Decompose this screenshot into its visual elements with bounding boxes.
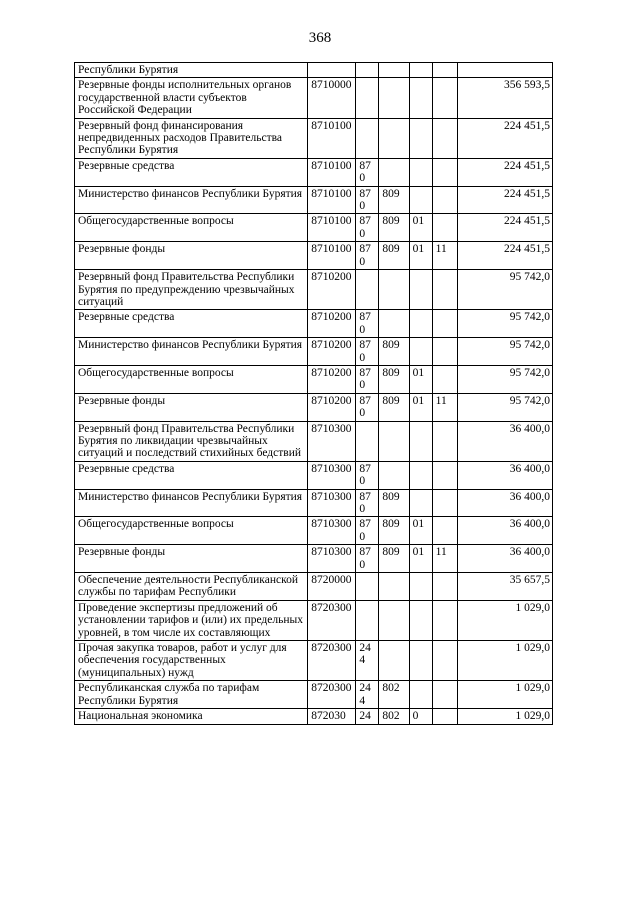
cell-administrator [379,600,409,640]
cell-administrator: 809 [379,242,409,270]
cell-administrator [379,421,409,461]
cell-amount [457,63,552,78]
table-row [75,186,553,214]
table-row [75,709,553,724]
cell-name: Общегосударственные вопросы [75,517,308,545]
cell-name: Министерство финансов Республики Бурятия [75,489,308,517]
cell-name: Обеспечение деятельности Республиканской службы по тарифам Республики [75,573,308,601]
cell-expense-type: 870 [356,393,379,421]
cell-amount: 95 742,0 [457,270,552,310]
cell-target-article: 8710100 [308,214,356,242]
cell-section: 01 [409,545,432,573]
cell-expense-type [356,573,379,601]
cell-administrator [379,78,409,118]
cell-administrator [379,63,409,78]
cell-target-article: 872030 [308,709,356,724]
cell-administrator [379,270,409,310]
table-row [75,78,553,118]
table-row [75,681,553,709]
cell-subsection [432,365,457,393]
table-row [75,545,553,573]
cell-amount: 95 742,0 [457,365,552,393]
cell-subsection [432,641,457,681]
cell-expense-type: 244 [356,641,379,681]
cell-administrator [379,118,409,158]
cell-expense-type [356,600,379,640]
cell-amount: 224 451,5 [457,186,552,214]
table-row [75,461,553,489]
cell-expense-type: 870 [356,489,379,517]
cell-expense-type: 24 [356,709,379,724]
cell-subsection [432,63,457,78]
cell-administrator: 809 [379,338,409,366]
cell-expense-type: 870 [356,214,379,242]
cell-administrator: 802 [379,709,409,724]
cell-subsection [432,158,457,186]
cell-section: 01 [409,365,432,393]
cell-administrator [379,461,409,489]
cell-expense-type: 870 [356,517,379,545]
cell-subsection: 11 [432,393,457,421]
cell-section [409,310,432,338]
cell-expense-type: 870 [356,545,379,573]
cell-target-article: 8710000 [308,78,356,118]
cell-section [409,461,432,489]
cell-subsection [432,461,457,489]
table-row [75,600,553,640]
cell-expense-type [356,270,379,310]
budget-table [74,62,553,725]
cell-name: Резервный фонд Правительства Республики Бурятия по ликвидации чрезвычайных ситуаций и последствий стихийных бедствий [75,421,308,461]
cell-section: 01 [409,242,432,270]
cell-subsection [432,270,457,310]
cell-name: Резервные фонды исполнительных органов государственной власти субъектов Российской Федерации [75,78,308,118]
cell-expense-type: 870 [356,310,379,338]
cell-amount: 95 742,0 [457,338,552,366]
cell-amount: 224 451,5 [457,214,552,242]
cell-subsection: 11 [432,242,457,270]
cell-subsection: 11 [432,545,457,573]
cell-amount: 95 742,0 [457,310,552,338]
cell-expense-type [356,63,379,78]
cell-subsection [432,338,457,366]
cell-expense-type: 870 [356,158,379,186]
cell-amount: 224 451,5 [457,242,552,270]
cell-name: Резервные средства [75,158,308,186]
page-number: 368 [308,30,332,46]
cell-target-article: 8710100 [308,118,356,158]
cell-name: Общегосударственные вопросы [75,214,308,242]
cell-subsection [432,489,457,517]
cell-amount: 36 400,0 [457,517,552,545]
cell-expense-type: 870 [356,242,379,270]
cell-subsection [432,573,457,601]
table-row [75,489,553,517]
table-row [75,214,553,242]
cell-section [409,158,432,186]
cell-subsection [432,186,457,214]
cell-name: Резервные фонды [75,393,308,421]
cell-administrator: 809 [379,517,409,545]
cell-target-article: 8710100 [308,242,356,270]
cell-target-article: 8710200 [308,338,356,366]
cell-section [409,641,432,681]
cell-subsection [432,517,457,545]
cell-expense-type: 870 [356,365,379,393]
cell-section: 01 [409,393,432,421]
cell-amount: 36 400,0 [457,545,552,573]
cell-target-article: 8720300 [308,641,356,681]
table-row [75,270,553,310]
cell-section [409,338,432,366]
cell-section [409,573,432,601]
cell-target-article: 8720300 [308,681,356,709]
table-row [75,338,553,366]
cell-expense-type [356,421,379,461]
cell-target-article: 8710300 [308,517,356,545]
cell-name: Прочая закупка товаров, работ и услуг для обеспечения государственных (муниципальных) нужд [75,641,308,681]
cell-target-article: 8710200 [308,270,356,310]
cell-name: Республиканская служба по тарифам Республики Бурятия [75,681,308,709]
cell-amount: 36 400,0 [457,489,552,517]
cell-name: Общегосударственные вопросы [75,365,308,393]
cell-subsection [432,214,457,242]
cell-target-article: 8710200 [308,365,356,393]
cell-subsection [432,600,457,640]
table-row [75,310,553,338]
cell-name: Республики Бурятия [75,63,308,78]
cell-name: Министерство финансов Республики Бурятия [75,186,308,214]
table-row [75,641,553,681]
cell-target-article: 8710300 [308,461,356,489]
cell-target-article: 8720000 [308,573,356,601]
cell-expense-type: 870 [356,461,379,489]
cell-section [409,186,432,214]
cell-amount: 36 400,0 [457,461,552,489]
table-row [75,573,553,601]
cell-amount: 224 451,5 [457,158,552,186]
cell-name: Резервные фонды [75,242,308,270]
cell-name: Резервные средства [75,461,308,489]
cell-amount: 35 657,5 [457,573,552,601]
cell-name: Резервный фонд финансирования непредвиденных расходов Правительства Республики Бурятия [75,118,308,158]
cell-expense-type: 244 [356,681,379,709]
cell-administrator: 809 [379,545,409,573]
cell-section [409,600,432,640]
cell-subsection [432,421,457,461]
cell-subsection [432,681,457,709]
cell-section: 01 [409,517,432,545]
cell-amount: 1 029,0 [457,641,552,681]
cell-expense-type [356,78,379,118]
cell-section [409,421,432,461]
cell-amount: 1 029,0 [457,681,552,709]
cell-target-article: 8710200 [308,393,356,421]
table-row [75,158,553,186]
cell-name: Проведение экспертизы предложений об установлении тарифов и (или) их предельных уровней, в том числе их составляющих [75,600,308,640]
cell-section [409,270,432,310]
cell-target-article: 8710200 [308,310,356,338]
cell-subsection [432,78,457,118]
cell-administrator: 802 [379,681,409,709]
cell-administrator: 809 [379,393,409,421]
cell-administrator: 809 [379,365,409,393]
cell-target-article: 8710300 [308,489,356,517]
cell-expense-type [356,118,379,158]
cell-name: Министерство финансов Республики Бурятия [75,338,308,366]
cell-section [409,489,432,517]
table-row [75,365,553,393]
cell-target-article: 8720300 [308,600,356,640]
table-row [75,63,553,78]
cell-target-article [308,63,356,78]
table-row [75,517,553,545]
cell-section: 01 [409,214,432,242]
cell-name: Резервные фонды [75,545,308,573]
cell-amount: 95 742,0 [457,393,552,421]
cell-target-article: 8710300 [308,421,356,461]
cell-administrator: 809 [379,214,409,242]
cell-subsection [432,118,457,158]
table-body [75,63,553,725]
cell-administrator [379,573,409,601]
cell-target-article: 8710100 [308,158,356,186]
cell-section [409,63,432,78]
cell-section [409,681,432,709]
cell-amount: 356 593,5 [457,78,552,118]
table-row [75,421,553,461]
cell-administrator [379,158,409,186]
cell-name: Национальная экономика [75,709,308,724]
table-row [75,393,553,421]
cell-section: 0 [409,709,432,724]
cell-administrator [379,310,409,338]
cell-name: Резервные средства [75,310,308,338]
cell-subsection [432,709,457,724]
cell-subsection [432,310,457,338]
cell-section [409,78,432,118]
cell-expense-type: 870 [356,186,379,214]
cell-amount: 36 400,0 [457,421,552,461]
cell-administrator: 809 [379,489,409,517]
cell-target-article: 8710300 [308,545,356,573]
cell-expense-type: 870 [356,338,379,366]
cell-administrator [379,641,409,681]
cell-target-article: 8710100 [308,186,356,214]
table-row [75,118,553,158]
cell-name: Резервный фонд Правительства Республики Бурятия по предупреждению чрезвычайных ситуаций [75,270,308,310]
cell-amount: 1 029,0 [457,709,552,724]
cell-amount: 224 451,5 [457,118,552,158]
table-row [75,242,553,270]
cell-section [409,118,432,158]
cell-administrator: 809 [379,186,409,214]
cell-amount: 1 029,0 [457,600,552,640]
